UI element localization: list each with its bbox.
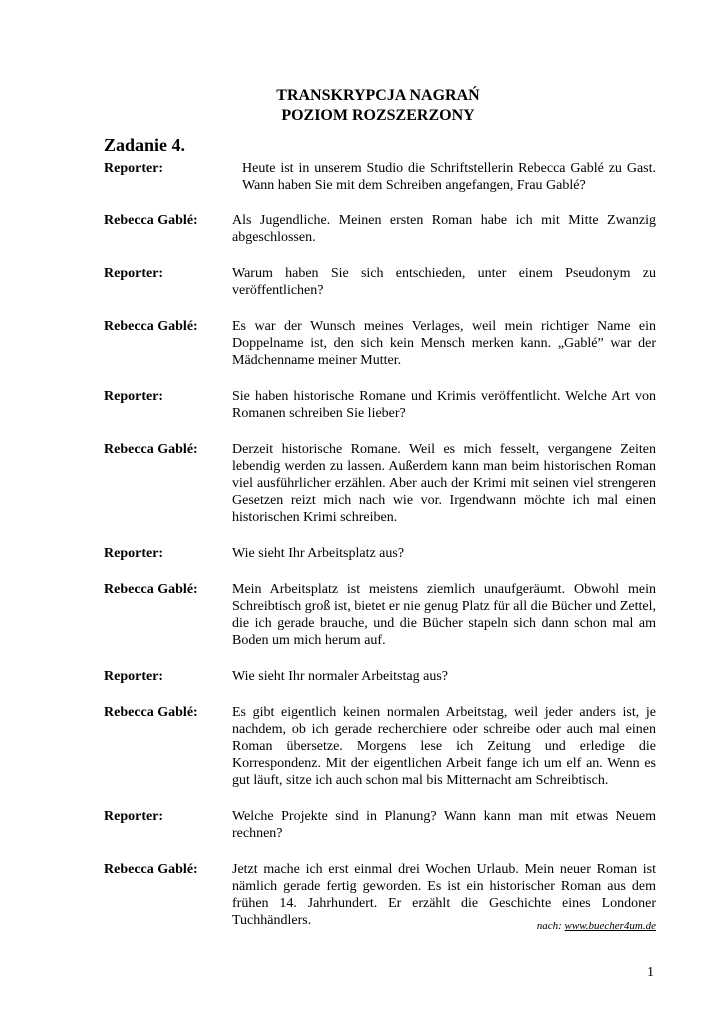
- dialogue-turn: [104, 265, 656, 299]
- dialogue-text: Es gibt eigentlich keinen normalen Arbeitstag, weil jeder anders ist, je nachdem, ob ich gerade recherchiere oder schreibe oder auch mal einen Roman übersetze. Morgens lese ich Zeitung und erledige die Korrespondenz. Mit der eigentlichen Arbeit fange ich um elf an. Wenn es gut läuft, sitze ich auch schon mal bis Mitternacht am Schreibtisch.: [232, 705, 656, 788]
- title-line-2: POZIOM ROZSZERZONY: [281, 107, 475, 124]
- dialogue-turn: [104, 808, 656, 842]
- source-citation: [537, 919, 656, 933]
- dialogue-turn: [104, 441, 656, 526]
- dialogue-turn: [104, 581, 656, 649]
- dialogue-text: Wie sieht Ihr Arbeitsplatz aus?: [232, 546, 405, 561]
- dialogue-turn: [104, 388, 656, 422]
- dialogue-turn: [104, 668, 656, 685]
- speaker-label: Rebecca Gablé:: [104, 582, 198, 597]
- page-number: 1: [647, 965, 654, 980]
- dialogue-text: Warum haben Sie sich entschieden, unter einem Pseudonym zu veröffentlichen?: [232, 266, 656, 298]
- dialogue-text: Sie haben historische Romane und Krimis veröffentlicht. Welche Art von Romanen schreiben Sie lieber?: [232, 389, 656, 421]
- source-link[interactable]: www.buecher4um.de: [564, 920, 656, 932]
- dialogue-turn: [104, 212, 656, 246]
- dialogue-turn: [104, 704, 656, 789]
- title-line-1: TRANSKRYPCJA NAGRAŃ: [276, 87, 480, 104]
- dialogue-text: Heute ist in unserem Studio die Schriftstellerin Rebecca Gablé zu Gast. Wann haben Sie mit dem Schreiben angefangen, Frau Gablé?: [242, 161, 656, 193]
- speaker-label: Rebecca Gablé:: [104, 442, 198, 457]
- speaker-label: Rebecca Gablé:: [104, 213, 198, 228]
- speaker-label: Rebecca Gablé:: [104, 319, 198, 334]
- task-label: Zadanie 4.: [104, 135, 186, 155]
- speaker-label: Rebecca Gablé:: [104, 862, 198, 877]
- speaker-label: Rebecca Gablé:: [104, 705, 198, 720]
- source-prefix: nach:: [536, 920, 565, 932]
- speaker-label: Reporter:: [104, 161, 164, 176]
- dialogue-text: Es war der Wunsch meines Verlages, weil mein richtiger Name ein Doppelname ist, den sich kein Mensch merken kann. „Gablé” war der Mädchenname meiner Mutter.: [232, 319, 656, 368]
- speaker-label: Reporter:: [104, 669, 164, 684]
- dialogue-text: Als Jugendliche. Meinen ersten Roman habe ich mit Mitte Zwanzig abgeschlossen.: [232, 213, 656, 245]
- dialogue-turn: [104, 545, 656, 562]
- document-title: [16, 86, 724, 126]
- speaker-label: Reporter:: [104, 809, 164, 824]
- dialogue-text: Welche Projekte sind in Planung? Wann kann man mit etwas Neuem rechnen?: [232, 809, 656, 841]
- speaker-label: Reporter:: [104, 546, 164, 561]
- speaker-label: Reporter:: [104, 266, 164, 281]
- dialogue-turn: [104, 318, 656, 369]
- dialogue-text: Mein Arbeitsplatz ist meistens ziemlich unaufgeräumt. Obwohl mein Schreibtisch groß ist, bietet er nie genug Platz für all die Bücher und Zettel, die ich gerade brauche, und die Bücher stapeln sich dann schon mal am Boden um mich herum auf.: [232, 582, 656, 648]
- dialogue-turn: [104, 160, 656, 194]
- dialogue-text: Wie sieht Ihr normaler Arbeitstag aus?: [232, 669, 448, 684]
- speaker-label: Reporter:: [104, 389, 164, 404]
- dialogue-transcript: [104, 160, 656, 929]
- dialogue-text: Jetzt mache ich erst einmal drei Wochen Urlaub. Mein neuer Roman ist nämlich gerade fertig geworden. Es ist ein historischer Roman aus dem frühen 14. Jahrhundert. Er erzählt die Geschichte eines Londoner Tuchhändlers.: [232, 862, 656, 928]
- dialogue-text: Derzeit historische Romane. Weil es mich fesselt, vergangene Zeiten lebendig werden zu lassen. Außerdem kann man beim historischen Roman viel ausführlicher erzählen. Aber auch der Krimi mit seinen viel strengeren Gesetzen reizt mich nach wie vor. Irgendwann möchte ich mal einen historischen Krimi schreiben.: [232, 442, 656, 525]
